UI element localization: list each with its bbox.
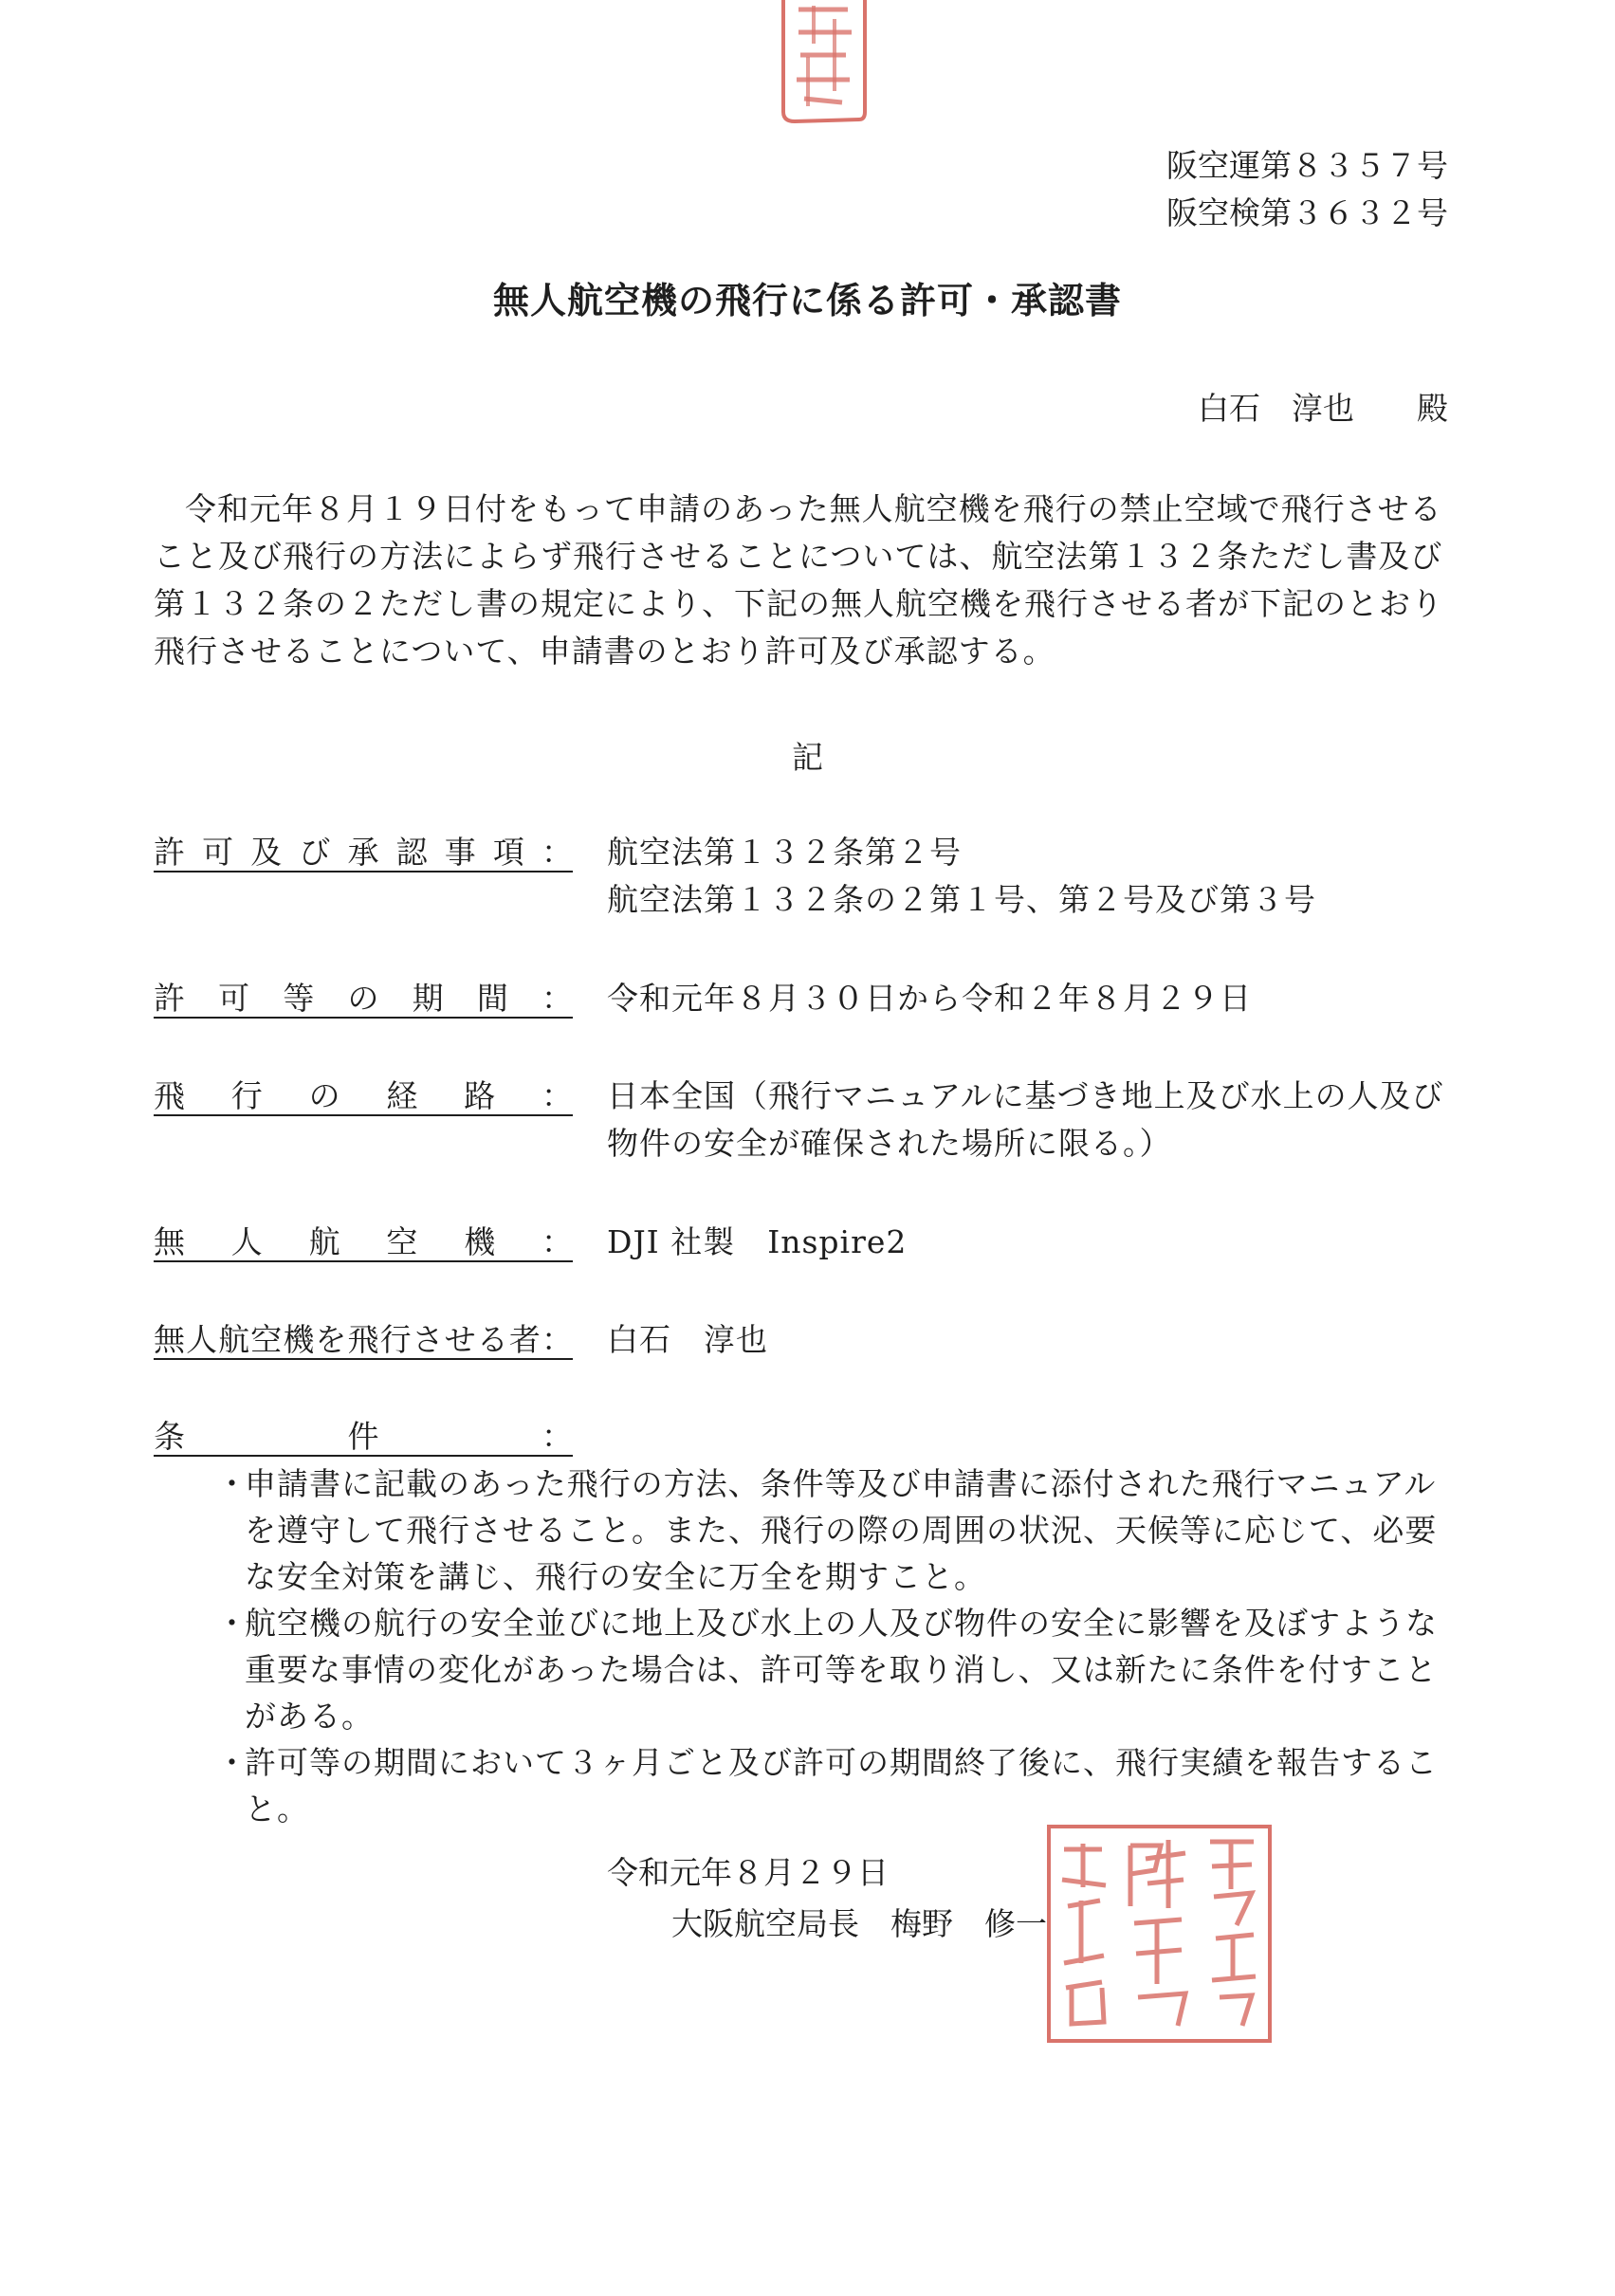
- item-value-permission-matters-1: 航空法第１３２条第２号: [607, 834, 962, 871]
- conditions-list: [218, 1460, 1455, 1832]
- item-label-period: 許可等の期間：: [154, 975, 573, 1022]
- item-label-operator: 無人航空機を飛行させる者：: [154, 1316, 573, 1364]
- condition-text-2: 航空機の航行の安全並びに地上及び水上の人及び物件の安全に影響を及ぼすような重要な事情の変化があった場合は、許可等を取り消し、又は新たに条件を付すことがある。: [245, 1605, 1438, 1735]
- condition-item-1: [218, 1460, 1455, 1600]
- condition-text-1: 申請書に記載のあった飛行の方法、条件等及び申請書に添付された飛行マニュアルを遵守して飛行させること。また、飛行の際の周囲の状況、天候等に応じて、必要な安全対策を講じ、飛行の安全に万全を期すこと。: [245, 1465, 1438, 1595]
- condition-item-2: [218, 1600, 1455, 1739]
- issuer-name: 大阪航空局長 梅野 修一: [671, 1905, 1047, 1942]
- bullet-1: ・: [216, 1465, 248, 1502]
- item-value-operator: 白石 淳也: [607, 1321, 768, 1358]
- item-value-flight-route-2: 物件の安全が確保された場所に限る。）: [607, 1125, 1172, 1162]
- document-title: 無人航空機の飛行に係る許可・承認書: [492, 279, 1122, 321]
- item-value-aircraft: DJI 社製 Inspire2: [607, 1223, 908, 1260]
- addressee: 白石 淳也 殿: [1198, 390, 1448, 427]
- bullet-2: ・: [216, 1605, 248, 1642]
- top-seal-stamp: [776, 0, 871, 128]
- ki-heading: 記: [792, 739, 823, 776]
- reference-number-1: 阪空運第８３５７号: [1166, 147, 1448, 184]
- body-text: 令和元年８月１９日付をもって申請のあった無人航空機を飛行の禁止空域で飛行させること及び飛行の方法によらず飛行させることについては、航空法第１３２条ただし書及び第１３２条の２ただし書の規定により、下記の無人航空機を飛行させる者が下記のとおり飛行させることについて、申請書のとおり許可及び承認する。: [154, 490, 1443, 670]
- item-value-permission-matters-2: 航空法第１３２条の２第１号、第２号及び第３号: [607, 881, 1316, 918]
- issue-date: 令和元年８月２９日: [607, 1854, 889, 1891]
- bullet-3: ・: [216, 1744, 248, 1781]
- condition-text-3: 許可等の期間において３ヶ月ごと及び許可の期間終了後に、飛行実績を報告すること。: [245, 1744, 1438, 1828]
- item-label-permission-matters: 許可及び承認事項：: [154, 829, 573, 876]
- item-value-flight-route-1: 日本全国（飛行マニュアルに基づき地上及び水上の人及び: [607, 1077, 1444, 1114]
- condition-item-3: [218, 1739, 1455, 1832]
- reference-number-2: 阪空検第３６３２号: [1166, 194, 1448, 231]
- official-seal-stamp: [1043, 1821, 1275, 2047]
- item-value-period: 令和元年８月３０日から令和２年８月２９日: [607, 980, 1252, 1017]
- item-label-conditions: 条件：: [154, 1413, 573, 1460]
- item-label-aircraft: 無人航空機：: [154, 1219, 573, 1266]
- body-paragraph: [154, 486, 1455, 675]
- item-label-flight-route: 飛行の経路：: [154, 1073, 573, 1120]
